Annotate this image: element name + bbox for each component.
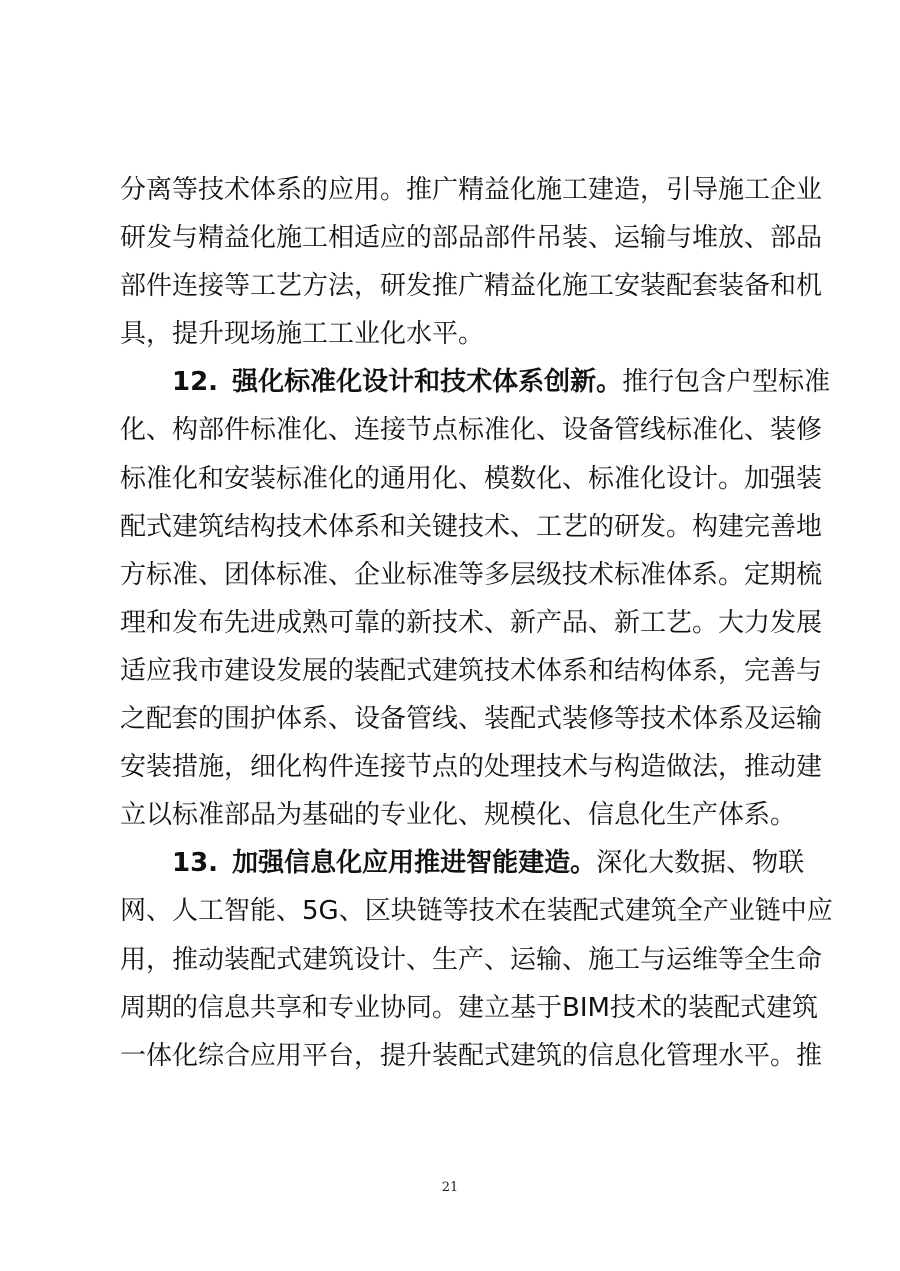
text-line: 理和发布先进成熟可靠的新技术、新产品、新工艺。大力发展 [120, 607, 823, 638]
text-line: 之配套的围护体系、设备管线、装配式装修等技术体系及运输 [120, 704, 823, 735]
text-line: 方标准、团体标准、企业标准等多层级技术标准体系。定期梳 [120, 559, 823, 590]
item-13-heading: 加强信息化应用推进智能建造。 [232, 848, 597, 879]
body-text [120, 166, 833, 1080]
page-number: 21 [441, 1180, 459, 1195]
text-line: 分离等技术体系的应用。推广精益化施工建造，引导施工企业 [120, 175, 823, 205]
text-line: 安装措施，细化构件连接节点的处理技术与构造做法，推动建 [120, 752, 823, 783]
text-line: 配式建筑结构技术体系和关键技术、工艺的研发。构建完善地 [120, 511, 823, 542]
text-line: 立以标准部品为基础的专业化、规模化、信息化生产体系。 [120, 800, 797, 831]
text-line: 用，推动装配式建筑设计、生产、运输、施工与运维等全生命 [120, 944, 823, 975]
text-line: 标准化和安装标准化的通用化、模数化、标准化设计。加强装 [120, 463, 823, 494]
text-line: 适应我市建设发展的装配式建筑技术体系和结构体系，完善与 [120, 655, 823, 686]
item-13-first-line [120, 839, 805, 887]
item-13-first-line-text: 深化大数据、物联 [596, 848, 805, 879]
text-line: 周期的信息共享和专业协同。建立基于BIM技术的装配式建筑 [120, 992, 818, 1023]
text-line: 一体化综合应用平台，提升装配式建筑的信息化管理水平。推 [120, 1040, 823, 1071]
item-12-first-line [120, 358, 831, 406]
item-12-number: 12. [172, 367, 219, 398]
item-12-heading: 强化标准化设计和技术体系创新。 [232, 367, 623, 398]
text-line: 研发与精益化施工相适应的部品部件吊装、运输与堆放、部品 [120, 223, 823, 254]
text-line: 化、构部件标准化、连接节点标准化、设备管线标准化、装修 [120, 415, 823, 446]
text-line: 部件连接等工艺方法，研发推广精益化施工安装配套装备和机 [120, 271, 823, 302]
item-13-number: 13. [172, 848, 219, 879]
item-12-first-line-text: 推行包含户型标准 [622, 367, 831, 398]
text-line: 具，提升现场施工工业化水平。 [120, 319, 485, 350]
text-line: 网、人工智能、5G、区块链等技术在装配式建筑全产业链中应 [120, 896, 833, 927]
